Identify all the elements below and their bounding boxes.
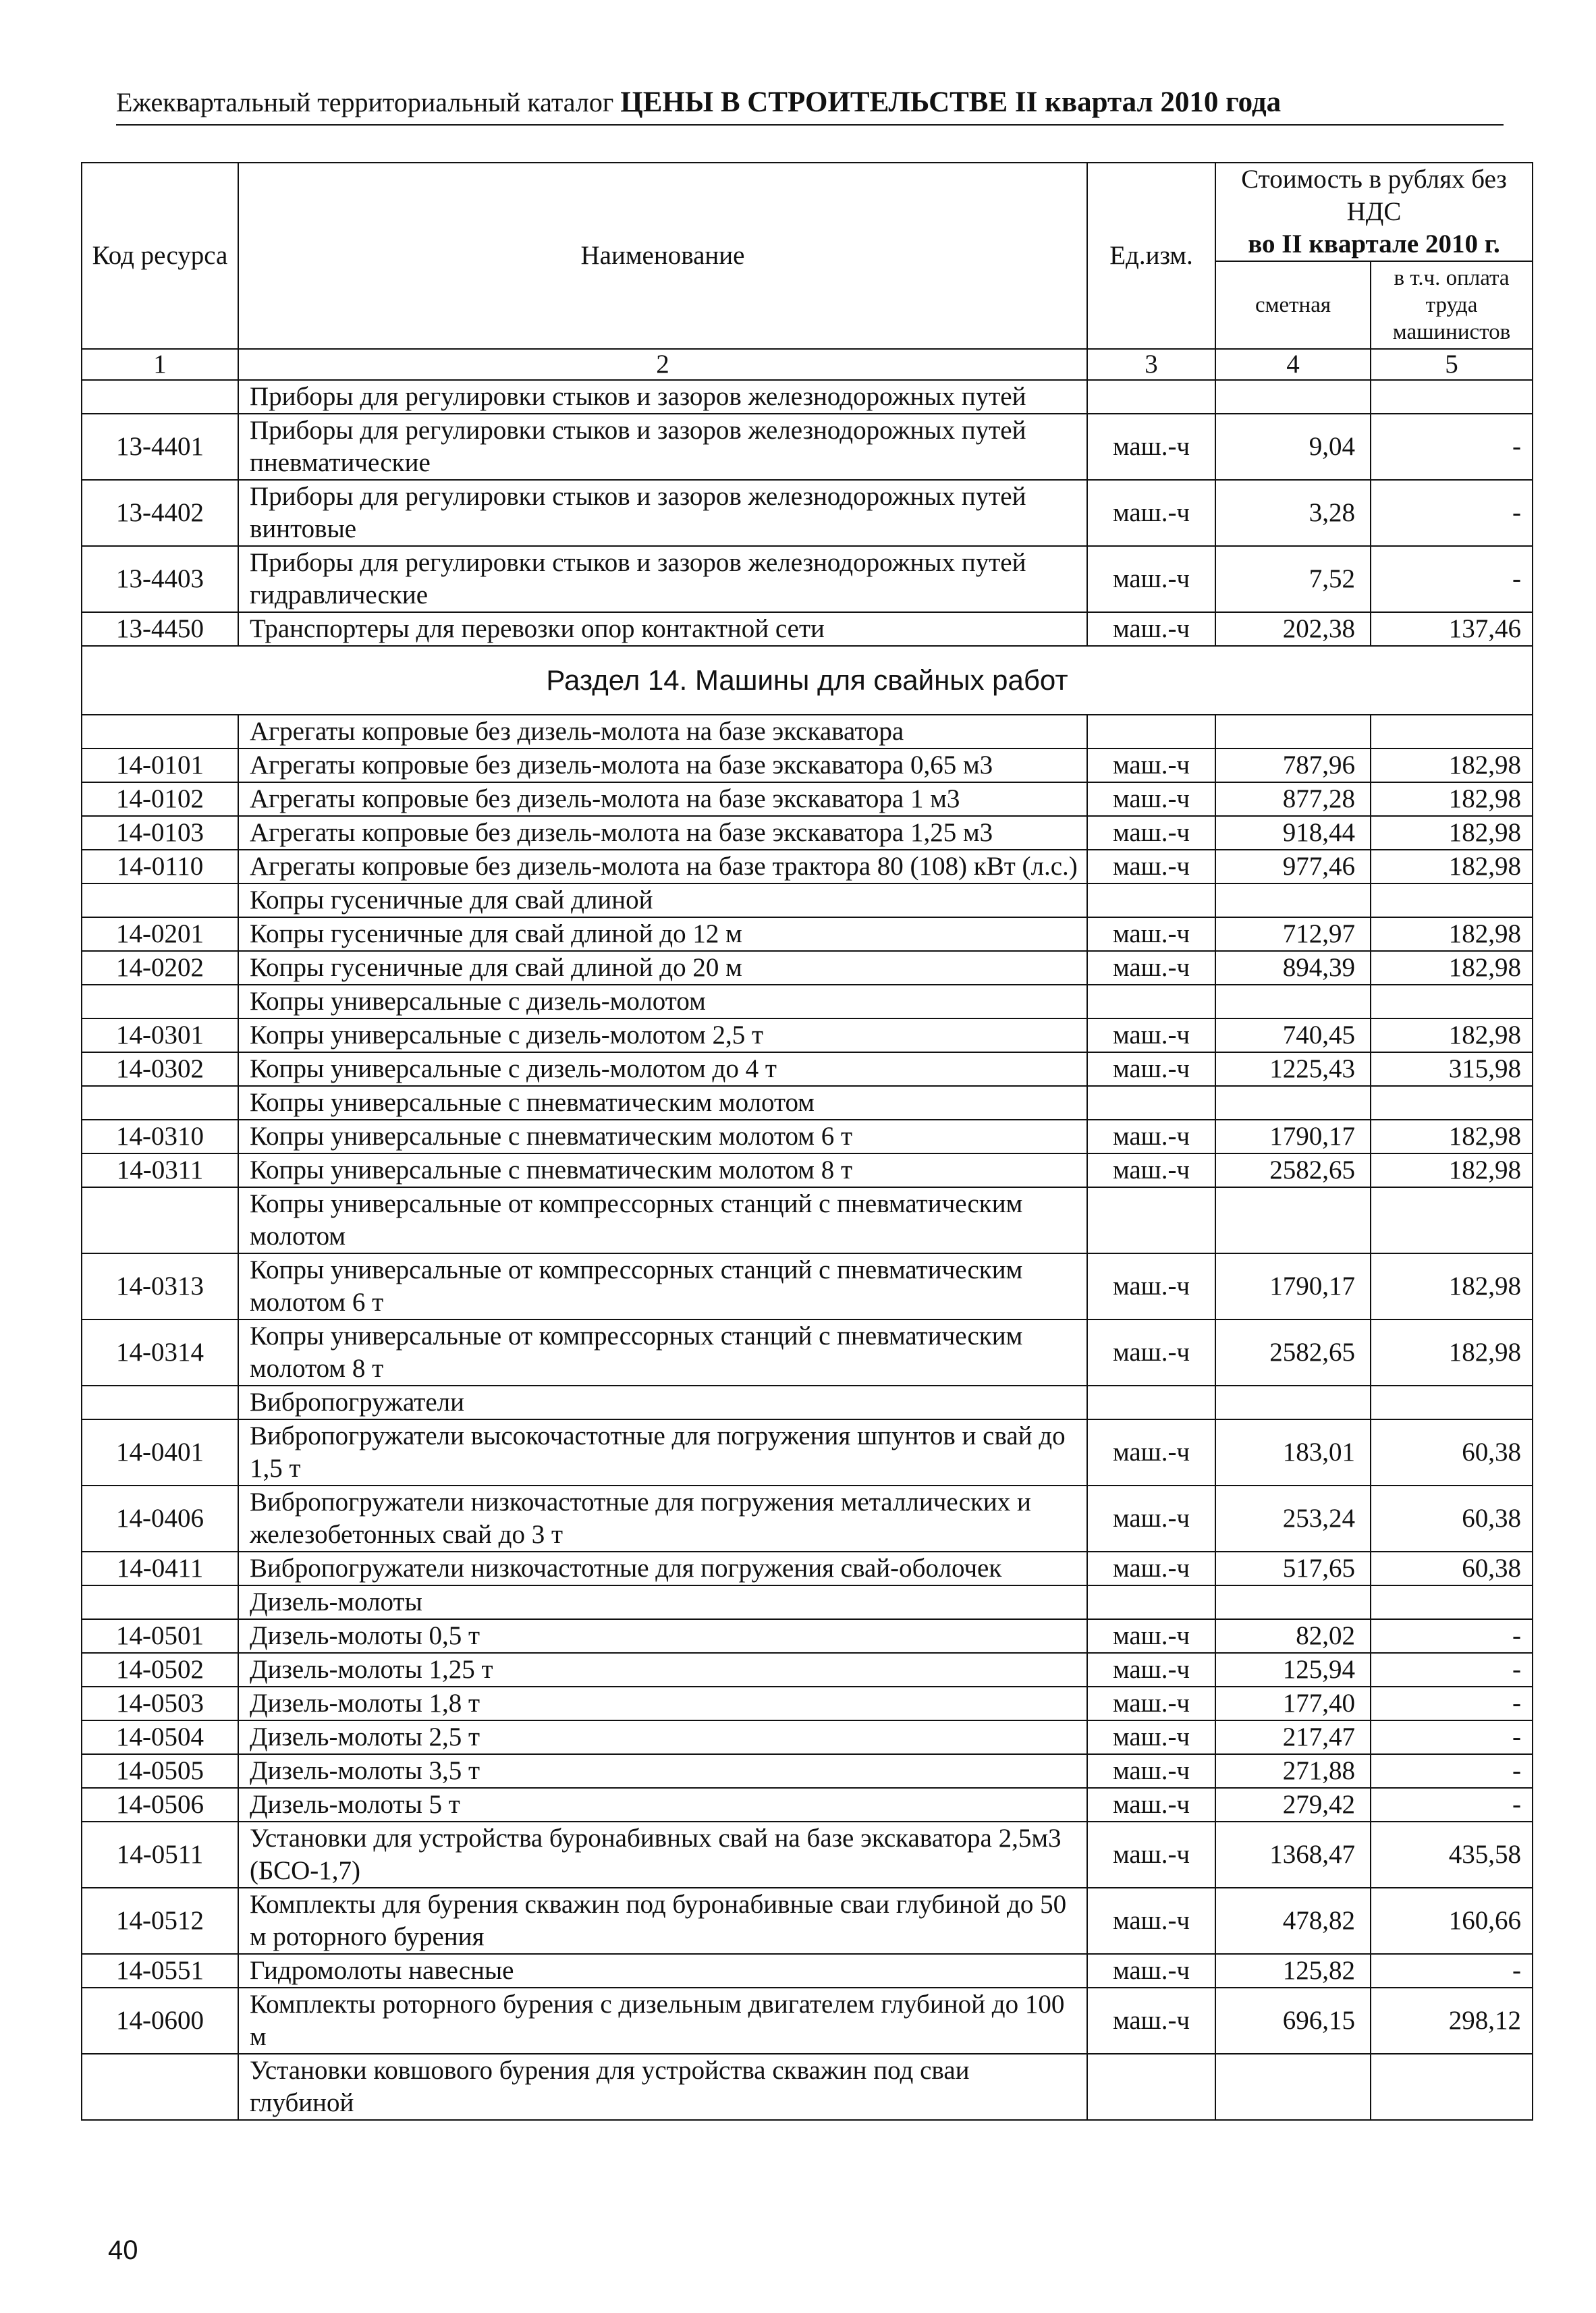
resource-labor-cost: 182,98 (1371, 1319, 1533, 1386)
resource-cost: 517,65 (1215, 1552, 1371, 1585)
resource-labor-cost (1371, 380, 1533, 414)
resource-name: Дизель-молоты 0,5 т (238, 1619, 1087, 1653)
table-row (82, 1187, 1533, 1253)
header-labor: в т.ч. оплата труда машинистов (1371, 261, 1533, 349)
resource-name: Агрегаты копровые без дизель-молота на базе экскаватора 1,25 м3 (238, 816, 1087, 850)
resource-code: 14-0505 (82, 1754, 238, 1788)
table-row (82, 1754, 1533, 1788)
resource-cost: 183,01 (1215, 1419, 1371, 1486)
resource-code (82, 1585, 238, 1619)
resource-labor-cost: - (1371, 1653, 1533, 1687)
resource-labor-cost: - (1371, 1720, 1533, 1754)
resource-unit: маш.-ч (1087, 1120, 1215, 1153)
table-row (82, 1888, 1533, 1954)
resource-labor-cost: - (1371, 1754, 1533, 1788)
resource-cost: 1790,17 (1215, 1120, 1371, 1153)
resource-cost: 9,04 (1215, 414, 1371, 480)
table-row (82, 1052, 1533, 1086)
table-row (82, 1153, 1533, 1187)
resource-name: Комплекты роторного бурения с дизельным двигателем глубиной до 100 м (238, 1988, 1087, 2054)
resource-cost: 2582,65 (1215, 1153, 1371, 1187)
resource-labor-cost: 182,98 (1371, 1120, 1533, 1153)
resource-labor-cost: 182,98 (1371, 917, 1533, 951)
resource-name: Комплекты для бурения скважин под буронабивные сваи глубиной до 50 м роторного бурения (238, 1888, 1087, 1954)
resource-cost: 217,47 (1215, 1720, 1371, 1754)
resource-code (82, 1386, 238, 1419)
resource-unit (1087, 1187, 1215, 1253)
resource-unit: маш.-ч (1087, 1988, 1215, 2054)
resource-name: Копры гусеничные для свай длиной до 20 м (238, 951, 1087, 985)
resource-labor-cost: - (1371, 414, 1533, 480)
resource-unit: маш.-ч (1087, 816, 1215, 850)
resource-name: Установки для устройства буронабивных свай на базе экскаватора 2,5м3 (БСО-1,7) (238, 1822, 1087, 1888)
resource-code: 14-0406 (82, 1486, 238, 1552)
resource-labor-cost: 182,98 (1371, 850, 1533, 883)
resource-unit: маш.-ч (1087, 1319, 1215, 1386)
resource-labor-cost (1371, 985, 1533, 1018)
column-number: 3 (1087, 349, 1215, 380)
table-row (82, 985, 1533, 1018)
resource-code: 13-4402 (82, 480, 238, 546)
table-row (82, 2054, 1533, 2120)
resource-cost: 696,15 (1215, 1988, 1371, 2054)
resource-unit: маш.-ч (1087, 612, 1215, 646)
rows-before-section (82, 380, 1533, 646)
resource-name: Агрегаты копровые без дизель-молота на базе экскаватора 1 м3 (238, 782, 1087, 816)
resource-labor-cost: 60,38 (1371, 1552, 1533, 1585)
resource-unit: маш.-ч (1087, 1619, 1215, 1653)
resource-labor-cost: 182,98 (1371, 749, 1533, 782)
resource-labor-cost: 182,98 (1371, 816, 1533, 850)
resource-labor-cost (1371, 1386, 1533, 1419)
resource-code: 13-4401 (82, 414, 238, 480)
resource-unit: маш.-ч (1087, 1822, 1215, 1888)
resource-name: Копры гусеничные для свай длиной (238, 883, 1087, 917)
resource-unit: маш.-ч (1087, 1052, 1215, 1086)
resource-name: Копры универсальные от компрессорных станций с пневматическим молотом 6 т (238, 1253, 1087, 1319)
resource-code: 13-4450 (82, 612, 238, 646)
resource-name: Вибропогружатели низкочастотные для погружения свай-оболочек (238, 1552, 1087, 1585)
resource-code: 14-0110 (82, 850, 238, 883)
resource-name: Агрегаты копровые без дизель-молота на базе экскаватора 0,65 м3 (238, 749, 1087, 782)
resource-cost (1215, 1585, 1371, 1619)
table-row (82, 1954, 1533, 1988)
resource-cost: 977,46 (1215, 850, 1371, 883)
header-unit: Ед.изм. (1087, 163, 1215, 349)
page-header (116, 84, 1499, 121)
resource-name: Вибропогружатели (238, 1386, 1087, 1419)
resource-code: 14-0512 (82, 1888, 238, 1954)
resource-unit: маш.-ч (1087, 1888, 1215, 1954)
resource-cost: 1225,43 (1215, 1052, 1371, 1086)
resource-code: 14-0102 (82, 782, 238, 816)
resource-name: Транспортеры для перевозки опор контактной сети (238, 612, 1087, 646)
resource-code: 14-0502 (82, 1653, 238, 1687)
resource-cost: 202,38 (1215, 612, 1371, 646)
resource-name: Приборы для регулировки стыков и зазоров железнодорожных путей (238, 380, 1087, 414)
resource-name: Приборы для регулировки стыков и зазоров железнодорожных путей гидравлические (238, 546, 1087, 612)
resource-labor-cost: 435,58 (1371, 1822, 1533, 1888)
table-row (82, 414, 1533, 480)
resource-cost: 894,39 (1215, 951, 1371, 985)
resource-name: Копры гусеничные для свай длиной до 12 м (238, 917, 1087, 951)
resource-code: 14-0551 (82, 1954, 238, 1988)
resource-labor-cost (1371, 715, 1533, 749)
resource-unit: маш.-ч (1087, 1720, 1215, 1754)
resource-name: Установки ковшового бурения для устройства скважин под сваи глубиной (238, 2054, 1087, 2120)
resource-code: 14-0313 (82, 1253, 238, 1319)
resource-code: 14-0314 (82, 1319, 238, 1386)
resource-unit: маш.-ч (1087, 1153, 1215, 1187)
resource-cost: 1790,17 (1215, 1253, 1371, 1319)
resource-name: Копры универсальные с дизель-молотом (238, 985, 1087, 1018)
resource-name: Приборы для регулировки стыков и зазоров железнодорожных путей пневматические (238, 414, 1087, 480)
resource-cost: 125,94 (1215, 1653, 1371, 1687)
resource-labor-cost: 182,98 (1371, 782, 1533, 816)
resource-name: Дизель-молоты (238, 1585, 1087, 1619)
resource-cost (1215, 380, 1371, 414)
resource-cost (1215, 1386, 1371, 1419)
resource-code: 14-0501 (82, 1619, 238, 1653)
header-code: Код ресурса (82, 163, 238, 349)
table-row (82, 917, 1533, 951)
resource-code (82, 985, 238, 1018)
resource-labor-cost (1371, 883, 1533, 917)
resource-name: Копры универсальные от компрессорных станций с пневматическим молотом 8 т (238, 1319, 1087, 1386)
resource-labor-cost: 298,12 (1371, 1988, 1533, 2054)
resource-unit (1087, 883, 1215, 917)
table-row (82, 1419, 1533, 1486)
table-row (82, 1120, 1533, 1153)
resource-cost (1215, 2054, 1371, 2120)
column-number: 2 (238, 349, 1087, 380)
resource-labor-cost (1371, 1187, 1533, 1253)
resource-name: Дизель-молоты 5 т (238, 1788, 1087, 1822)
resource-code: 14-0201 (82, 917, 238, 951)
table-row (82, 1319, 1533, 1386)
resource-code: 13-4403 (82, 546, 238, 612)
resource-code: 14-0504 (82, 1720, 238, 1754)
table-row (82, 951, 1533, 985)
resource-cost: 82,02 (1215, 1619, 1371, 1653)
resource-name: Копры универсальные с дизель-молотом 2,5 т (238, 1018, 1087, 1052)
resource-labor-cost (1371, 1585, 1533, 1619)
resource-labor-cost: - (1371, 1687, 1533, 1720)
resource-cost (1215, 1187, 1371, 1253)
table-row (82, 883, 1533, 917)
resource-labor-cost: 160,66 (1371, 1888, 1533, 1954)
resource-labor-cost: - (1371, 1788, 1533, 1822)
resource-code: 14-0101 (82, 749, 238, 782)
resource-name: Копры универсальные с дизель-молотом до 4 т (238, 1052, 1087, 1086)
resource-code: 14-0600 (82, 1988, 238, 2054)
resource-cost: 918,44 (1215, 816, 1371, 850)
resource-unit: маш.-ч (1087, 1419, 1215, 1486)
resource-unit: маш.-ч (1087, 1754, 1215, 1788)
resource-name: Вибропогружатели низкочастотные для погружения металлических и железобетонных свай до 3 т (238, 1486, 1087, 1552)
table-row (82, 1253, 1533, 1319)
resource-cost: 1368,47 (1215, 1822, 1371, 1888)
resource-name: Агрегаты копровые без дизель-молота на базе трактора 80 (108) кВт (л.с.) (238, 850, 1087, 883)
resource-code (82, 1187, 238, 1253)
resource-name: Копры универсальные с пневматическим молотом 6 т (238, 1120, 1087, 1153)
resource-name: Гидромолоты навесные (238, 1954, 1087, 1988)
resource-cost (1215, 883, 1371, 917)
resource-labor-cost: - (1371, 480, 1533, 546)
resource-code: 14-0311 (82, 1153, 238, 1187)
resource-unit: маш.-ч (1087, 1687, 1215, 1720)
resource-code (82, 715, 238, 749)
resource-unit (1087, 1585, 1215, 1619)
header-cost-group (1215, 163, 1533, 261)
resource-unit: маш.-ч (1087, 1653, 1215, 1687)
resource-name: Дизель-молоты 1,8 т (238, 1687, 1087, 1720)
resource-cost: 2582,65 (1215, 1319, 1371, 1386)
table-row (82, 782, 1533, 816)
resource-labor-cost: 182,98 (1371, 1018, 1533, 1052)
resource-labor-cost: 315,98 (1371, 1052, 1533, 1086)
resource-labor-cost (1371, 1086, 1533, 1120)
resource-labor-cost: - (1371, 546, 1533, 612)
table-row (82, 1653, 1533, 1687)
table-row (82, 1486, 1533, 1552)
resource-labor-cost: 182,98 (1371, 1153, 1533, 1187)
resource-unit: маш.-ч (1087, 480, 1215, 546)
resource-cost (1215, 715, 1371, 749)
resource-cost: 177,40 (1215, 1687, 1371, 1720)
resource-unit: маш.-ч (1087, 546, 1215, 612)
resource-code: 14-0411 (82, 1552, 238, 1585)
resource-unit (1087, 1386, 1215, 1419)
resource-labor-cost: 137,46 (1371, 612, 1533, 646)
resource-code (82, 883, 238, 917)
header-cost-period: во II квартале 2010 г. (1248, 229, 1500, 258)
table-row (82, 1687, 1533, 1720)
table-row (82, 1720, 1533, 1754)
resource-unit: маш.-ч (1087, 1788, 1215, 1822)
resource-cost: 3,28 (1215, 480, 1371, 546)
table-row (82, 480, 1533, 546)
resource-labor-cost: 60,38 (1371, 1419, 1533, 1486)
table-row (82, 749, 1533, 782)
resource-name: Копры универсальные с пневматическим молотом 8 т (238, 1153, 1087, 1187)
price-table (81, 162, 1533, 2121)
resource-cost: 787,96 (1215, 749, 1371, 782)
resource-cost: 478,82 (1215, 1888, 1371, 1954)
resource-unit: маш.-ч (1087, 917, 1215, 951)
resource-cost: 279,42 (1215, 1788, 1371, 1822)
header-cost-group-text: Стоимость в рублях без НДС (1241, 165, 1507, 226)
resource-cost (1215, 1086, 1371, 1120)
table-row (82, 612, 1533, 646)
resource-name: Дизель-молоты 3,5 т (238, 1754, 1087, 1788)
resource-unit (1087, 1086, 1215, 1120)
resource-cost: 125,82 (1215, 1954, 1371, 1988)
table-row (82, 715, 1533, 749)
resource-name: Копры универсальные с пневматическим молотом (238, 1086, 1087, 1120)
resource-unit (1087, 985, 1215, 1018)
column-number: 1 (82, 349, 238, 380)
resource-code: 14-0511 (82, 1822, 238, 1888)
table-row (82, 1619, 1533, 1653)
resource-unit: маш.-ч (1087, 1552, 1215, 1585)
resource-name: Копры универсальные от компрессорных станций с пневматическим молотом (238, 1187, 1087, 1253)
resource-cost: 7,52 (1215, 546, 1371, 612)
resource-labor-cost: 60,38 (1371, 1486, 1533, 1552)
resource-labor-cost: 182,98 (1371, 951, 1533, 985)
resource-labor-cost (1371, 2054, 1533, 2120)
header-rule (116, 124, 1504, 126)
resource-cost: 271,88 (1215, 1754, 1371, 1788)
resource-unit (1087, 2054, 1215, 2120)
resource-cost: 740,45 (1215, 1018, 1371, 1052)
column-numbers-row (82, 349, 1533, 380)
column-number: 5 (1371, 349, 1533, 380)
resource-unit (1087, 715, 1215, 749)
resource-name: Дизель-молоты 2,5 т (238, 1720, 1087, 1754)
table-row (82, 1585, 1533, 1619)
resource-code: 14-0103 (82, 816, 238, 850)
resource-code: 14-0302 (82, 1052, 238, 1086)
resource-cost: 712,97 (1215, 917, 1371, 951)
table-row (82, 1788, 1533, 1822)
section-row-group (82, 646, 1533, 715)
column-number: 4 (1215, 349, 1371, 380)
table-row (82, 1086, 1533, 1120)
resource-unit: маш.-ч (1087, 1486, 1215, 1552)
resource-unit: маш.-ч (1087, 414, 1215, 480)
table-row (82, 380, 1533, 414)
resource-code: 14-0503 (82, 1687, 238, 1720)
table-row (82, 816, 1533, 850)
resource-labor-cost: 182,98 (1371, 1253, 1533, 1319)
resource-name: Дизель-молоты 1,25 т (238, 1653, 1087, 1687)
resource-code: 14-0310 (82, 1120, 238, 1153)
resource-unit: маш.-ч (1087, 1018, 1215, 1052)
resource-name: Агрегаты копровые без дизель-молота на базе экскаватора (238, 715, 1087, 749)
table-row (82, 1386, 1533, 1419)
header-name: Наименование (238, 163, 1087, 349)
table-row (82, 850, 1533, 883)
rows-after-section (82, 715, 1533, 2120)
resource-unit: маш.-ч (1087, 1954, 1215, 1988)
resource-name: Приборы для регулировки стыков и зазоров железнодорожных путей винтовые (238, 480, 1087, 546)
resource-unit: маш.-ч (1087, 951, 1215, 985)
resource-cost (1215, 985, 1371, 1018)
resource-code: 14-0506 (82, 1788, 238, 1822)
resource-unit: маш.-ч (1087, 1253, 1215, 1319)
resource-name: Вибропогружатели высокочастотные для погружения шпунтов и свай до 1,5 т (238, 1419, 1087, 1486)
section-row (82, 646, 1533, 715)
table-row (82, 1552, 1533, 1585)
table-row (82, 1018, 1533, 1052)
resource-labor-cost: - (1371, 1954, 1533, 1988)
resource-code: 14-0401 (82, 1419, 238, 1486)
resource-unit: маш.-ч (1087, 782, 1215, 816)
resource-unit: маш.-ч (1087, 850, 1215, 883)
table-row (82, 546, 1533, 612)
header-title: ЦЕНЫ В СТРОИТЕЛЬСТВЕ II квартал 2010 года (620, 86, 1282, 118)
resource-cost: 877,28 (1215, 782, 1371, 816)
resource-code: 14-0301 (82, 1018, 238, 1052)
table-row (82, 1988, 1533, 2054)
resource-unit (1087, 380, 1215, 414)
resource-code (82, 2054, 238, 2120)
header-prefix: Ежеквартальный территориальный каталог (116, 87, 614, 117)
resource-cost: 253,24 (1215, 1486, 1371, 1552)
resource-code: 14-0202 (82, 951, 238, 985)
table-row (82, 1822, 1533, 1888)
resource-code (82, 380, 238, 414)
resource-labor-cost: - (1371, 1619, 1533, 1653)
section-title: Раздел 14. Машины для свайных работ (82, 646, 1533, 715)
header-estimate: сметная (1215, 261, 1371, 349)
resource-unit: маш.-ч (1087, 749, 1215, 782)
page-number: 40 (108, 2235, 138, 2265)
resource-code (82, 1086, 238, 1120)
